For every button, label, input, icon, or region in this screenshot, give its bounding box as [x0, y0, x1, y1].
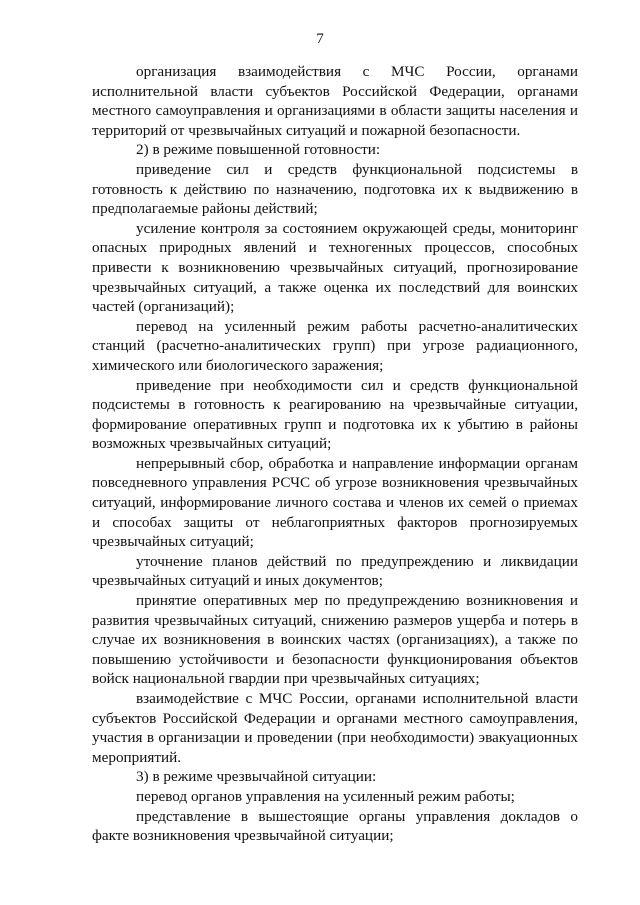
- paragraph: перевод на усиленный режим работы расчетно-аналитических станций (расчетно-аналитических групп) при угрозе радиационного, химического или биологического заражения;: [92, 317, 578, 374]
- page-number: 7: [316, 31, 324, 47]
- paragraph: принятие оперативных мер по предупреждению возникновения и развития чрезвычайных ситуаций, снижению размеров ущерба и потерь в случае их возникновения в воинских частях (организациях), а также по повышению устойчивости и безопасности функционирования объектов войск национальной гвардии при чрезвычайных ситуациях;: [92, 592, 578, 688]
- paragraph: 3) в режиме чрезвычайной ситуации:: [136, 768, 377, 786]
- paragraph: организация взаимодействия с МЧС России, органами исполнительной власти субъектов Российской Федерации, органами местного самоуправления и организациями в области защиты населения и территорий от чрезвычайных ситуаций и пожарной безопасности.: [92, 63, 578, 139]
- paragraph: уточнение планов действий по предупреждению и ликвидации чрезвычайных ситуаций и иных документов;: [92, 552, 578, 590]
- document-body: [92, 62, 578, 846]
- paragraph: приведение сил и средств функциональной подсистемы в готовность к действию по назначению, подготовка их к выдвижению в предполагаемые районы действий;: [92, 160, 578, 218]
- paragraph: приведение при необходимости сил и средств функциональной подсистемы в готовность к реагированию на чрезвычайные ситуации, формирование оперативных групп и подготовка их к убытию в районы возможных чрезвычайных ситуаций;: [92, 376, 578, 453]
- paragraph: взаимодействие с МЧС России, органами исполнительной власти субъектов Российской Федерации и органами местного самоуправления, участия в организации и проведении (при необходимости) эвакуационных мероприятий.: [92, 690, 578, 766]
- paragraph: усиление контроля за состоянием окружающей среды, мониторинг опасных природных явлений и техногенных процессов, способных привести к возникновению чрезвычайных ситуаций, прогнозирование чрезвычайных ситуаций, а также оценка их последствий для воинских частей (организаций);: [92, 219, 578, 316]
- paragraph: перевод органов управления на усиленный режим работы;: [136, 787, 515, 805]
- paragraph: представление в вышестоящие органы управления докладов о факте возникновения чрезвычайной ситуации;: [92, 807, 578, 845]
- paragraph: 2) в режиме повышенной готовности:: [136, 141, 381, 159]
- paragraph: непрерывный сбор, обработка и направление информации органам повседневного управления РСЧС об угрозе возникновения чрезвычайных ситуаций, информирование личного состава и членов их семей о приемах и способах защиты от неблагоприятных факторов прогнозируемых чрезвычайных ситуаций;: [92, 454, 578, 551]
